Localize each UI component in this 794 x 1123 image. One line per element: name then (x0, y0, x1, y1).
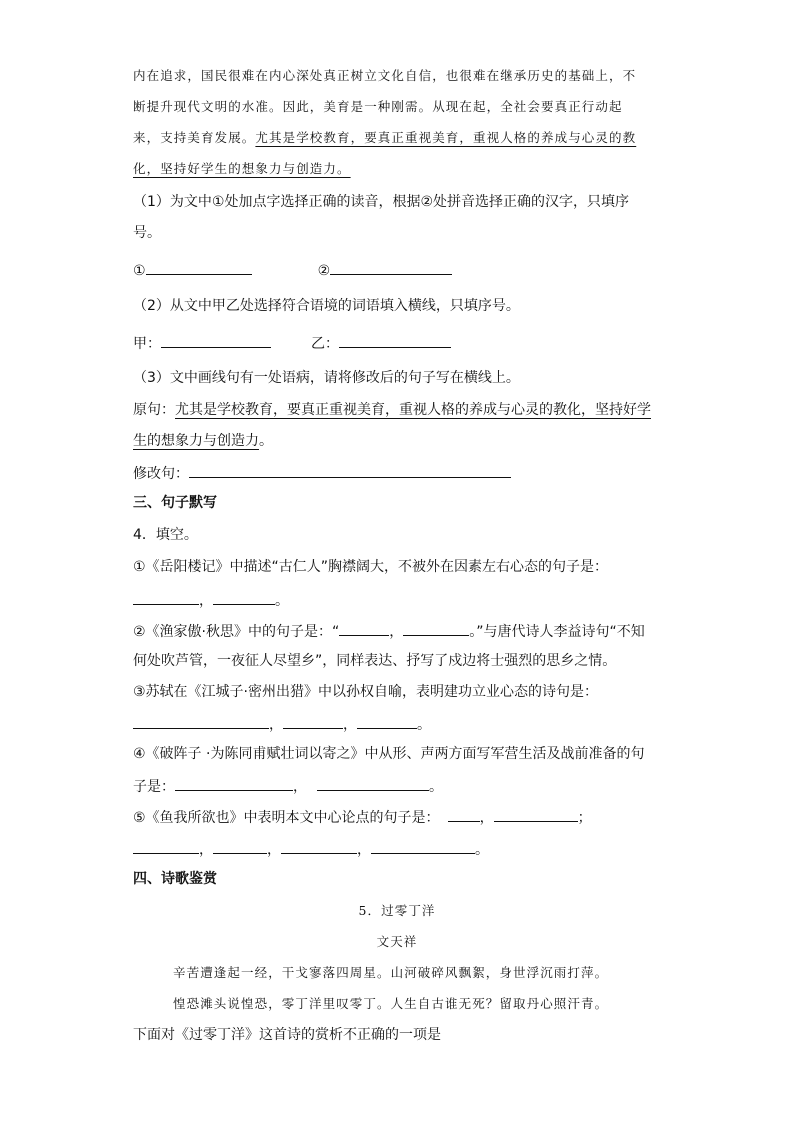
blank-5f[interactable] (371, 838, 475, 854)
jia-blank[interactable] (161, 332, 271, 348)
comma: ， (479, 810, 494, 826)
original-label: 原句： (133, 402, 175, 418)
blank-5b[interactable] (494, 806, 578, 822)
blank-5c[interactable] (133, 838, 199, 854)
q3-sub1: （1）为文中①处加点字选择正确的读音，根据②处拼音选择正确的汉字，只填序 (133, 194, 630, 210)
answer-blank-2[interactable] (330, 259, 452, 275)
blank-5e[interactable] (281, 838, 357, 854)
original-sentence-line-2 (133, 431, 273, 451)
q3-sub3: （3）文中画线句有一处语病，请将修改后的句子写在横线上。 (133, 370, 520, 386)
revised-blank[interactable] (189, 462, 511, 478)
comma: ， (199, 593, 213, 609)
original-sentence-cont: 生的想象力与创造力 (133, 433, 259, 449)
blank-2b[interactable] (403, 620, 469, 636)
fill-item-3: ③苏轼在《江城子·密州出猎》中以孙权自喻，表明建功立业心态的诗句是： (133, 684, 598, 700)
comma: ， (293, 779, 307, 795)
answer-blank-1[interactable] (146, 259, 252, 275)
answer-label-2: ② (317, 263, 331, 279)
blank-3a[interactable] (133, 713, 269, 729)
comma: ， (357, 842, 371, 858)
fill-item-4-blanks (133, 775, 443, 797)
revised-sentence (133, 462, 511, 484)
q3-sub1-answers (133, 259, 452, 281)
semicolon: ； (577, 810, 592, 826)
section-4-title: 四、诗歌鉴赏 (133, 871, 217, 887)
blank-5a[interactable] (448, 806, 480, 822)
period: 。 (417, 717, 431, 733)
underlined-sentence-part-1: 尤其是学校教育，要真正重视美育，重视人格的养成与心灵的教 (255, 130, 637, 145)
comma: ， (267, 842, 281, 858)
fill-item-1: ①《岳阳楼记》中描述“古仁人”胸襟阔大，不被外在因素左右心态的句子是： (133, 559, 609, 575)
blank-1b[interactable] (213, 589, 275, 605)
blank-5d[interactable] (213, 838, 267, 854)
item-2-text-end: 。”与唐代诗人李益诗句“不知 (469, 624, 645, 640)
fill-item-3-blanks (133, 713, 431, 735)
item-4-text: 子是： (133, 779, 175, 795)
passage-line-1: 内在追求，国民很难在内心深处真正树立文化自信，也很难在继承历史的基础上，不 (133, 68, 637, 83)
item-5-text: ⑤《鱼我所欲也》中表明本文中心论点的句子是： (133, 810, 440, 826)
q4-label: 4．填空。 (133, 527, 198, 543)
yi-blank[interactable] (339, 332, 451, 348)
passage-line-2: 断提升现代文明的水准。因此，美育是一种刚需。从现在起，全社会要真正行动起 (133, 99, 623, 114)
period: 。 (475, 842, 489, 858)
period: 。 (259, 433, 273, 449)
poem-author: 文天祥 (376, 934, 418, 949)
period: 。 (275, 593, 289, 609)
blank-3c[interactable] (357, 713, 417, 729)
blank-4a[interactable] (175, 775, 293, 791)
revised-label: 修改句： (133, 466, 189, 482)
answer-label-1: ① (133, 263, 146, 279)
q3-sub2-answers (133, 332, 451, 354)
comma: ， (269, 717, 283, 733)
poem-title: 5．过零丁洋 (358, 903, 436, 918)
jia-label: 甲： (133, 336, 161, 352)
passage-line-3 (133, 128, 636, 148)
passage-text: 来，支持美育发展。 (133, 130, 256, 145)
q5-question: 下面对《过零丁洋》这首诗的赏析不正确的一项是 (133, 1027, 441, 1043)
q3-sub2: （2）从文中甲乙处选择符合语境的词语填入横线，只填序号。 (133, 298, 520, 314)
fill-item-2-cont: 何处吹芦管，一夜征人尽望乡”，同样表达、抒写了戍边将士强烈的思乡之情。 (133, 653, 617, 669)
fill-item-5 (133, 806, 592, 828)
fill-item-5-blanks (133, 838, 489, 860)
q3-sub1-cont: 号。 (133, 225, 161, 241)
item-2-text: ②《渔家傲·秋思》中的句子是：“ (133, 624, 340, 640)
period: 。 (429, 779, 443, 795)
blank-2a[interactable] (339, 620, 389, 636)
yi-label: 乙： (311, 336, 339, 352)
blank-1a[interactable] (133, 589, 199, 605)
original-sentence: 尤其是学校教育，要真正重视美育，重视人格的养成与心灵的教化，坚持好学 (175, 402, 651, 418)
fill-item-1-blanks (133, 589, 289, 611)
section-3-title: 三、句子默写 (133, 495, 217, 511)
original-sentence-line-1 (133, 400, 651, 420)
poem-line-2: 惶恐滩头说惶恐，零丁洋里叹零丁。人生自古谁无死？留取丹心照汗青。 (173, 996, 609, 1011)
comma: ， (389, 624, 404, 640)
poem-line-1: 辛苦遭逢起一经，干戈寥落四周星。山河破碎风飘絮，身世浮沉雨打萍。 (173, 965, 609, 980)
underlined-sentence-part-2: 化，坚持好学生的想象力与创造力。 (133, 161, 351, 176)
blank-3b[interactable] (283, 713, 343, 729)
blank-4b[interactable] (317, 775, 429, 791)
comma: ， (199, 842, 213, 858)
comma: ， (343, 717, 357, 733)
fill-item-4: ④《破阵子 ·为陈同甫赋壮词以寄之》中从形、声两方面写军营生活及战前准备的句 (133, 746, 645, 762)
fill-item-2 (133, 620, 645, 642)
